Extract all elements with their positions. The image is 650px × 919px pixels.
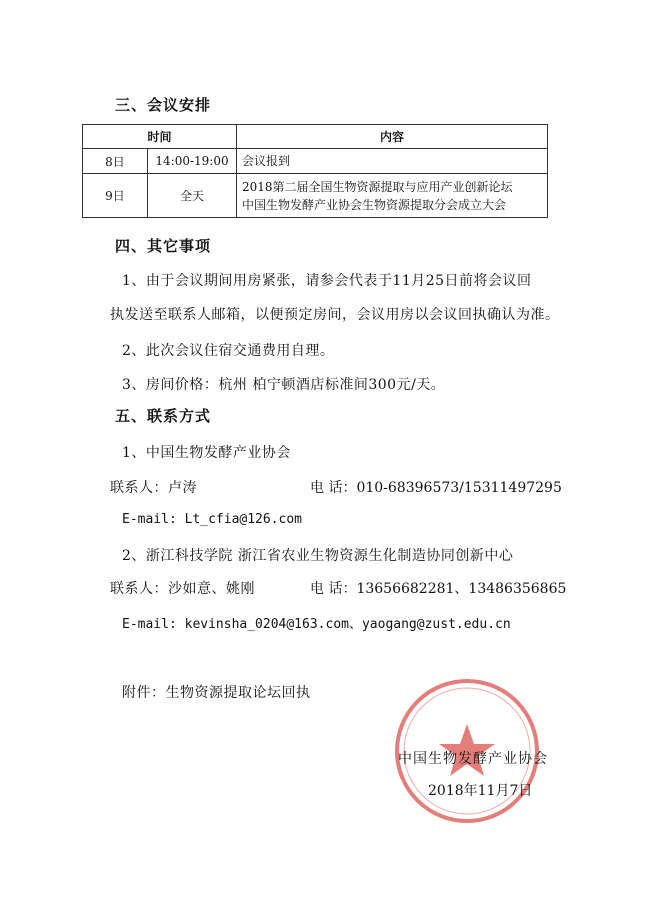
contact-person: 联系人：沙如意、姚刚 (110, 581, 255, 597)
paragraph: 3、房间价格：杭州 柏宁顿酒店标准间300元/天。 (122, 377, 446, 393)
contact-email: E-mail: kevinsha_0204@163.com、yaogang@zust.edu.cn (122, 617, 511, 632)
table-row (83, 174, 548, 218)
signature-date: 2018年11月7日 (428, 783, 533, 799)
row-time: 全天 (148, 174, 237, 218)
contact-phone: 电 话：010-68396573/15311497295 (310, 480, 562, 496)
paragraph: 1、由于会议期间用房紧张，请参会代表于11月25日前将会议回 (122, 273, 532, 289)
attachment-note: 附件：生物资源提取论坛回执 (122, 685, 311, 701)
table-header-row (83, 125, 548, 149)
signature-organization: 中国生物发酵产业协会 (398, 751, 548, 767)
row-content (237, 174, 548, 218)
header-content: 内容 (237, 125, 548, 149)
content-line: 会议报到 (242, 154, 291, 168)
table-row (83, 149, 548, 174)
row-day: 8日 (83, 149, 148, 174)
section-5-heading: 五、联系方式 (115, 407, 212, 425)
contact-phone: 电 话：13656682281、13486356865 (310, 581, 567, 597)
schedule-table (82, 124, 548, 218)
contact-org: 2、浙江科技学院 浙江省农业生物资源生化制造协同创新中心 (122, 548, 514, 564)
row-day: 9日 (83, 174, 148, 218)
row-time: 14:00-19:00 (148, 149, 237, 174)
paragraph: 执发送至联系人邮箱，以便预定房间，会议用房以会议回执确认为准。 (110, 307, 560, 323)
content-line: 中国生物发酵产业协会生物资源提取分会成立大会 (242, 197, 507, 212)
header-time: 时间 (83, 125, 237, 149)
row-content (237, 149, 548, 174)
section-3-heading: 三、会议安排 (115, 96, 212, 114)
contact-email: E-mail: Lt_cfia@126.com (122, 512, 303, 527)
contact-person: 联系人：卢涛 (110, 480, 197, 496)
paragraph: 2、此次会议住宿交通费用自理。 (122, 343, 335, 359)
content-line: 2018第二届全国生物资源提取与应用产业创新论坛 (242, 179, 513, 194)
contact-org: 1、中国生物发酵产业协会 (122, 445, 291, 461)
section-4-heading: 四、其它事项 (115, 237, 212, 255)
